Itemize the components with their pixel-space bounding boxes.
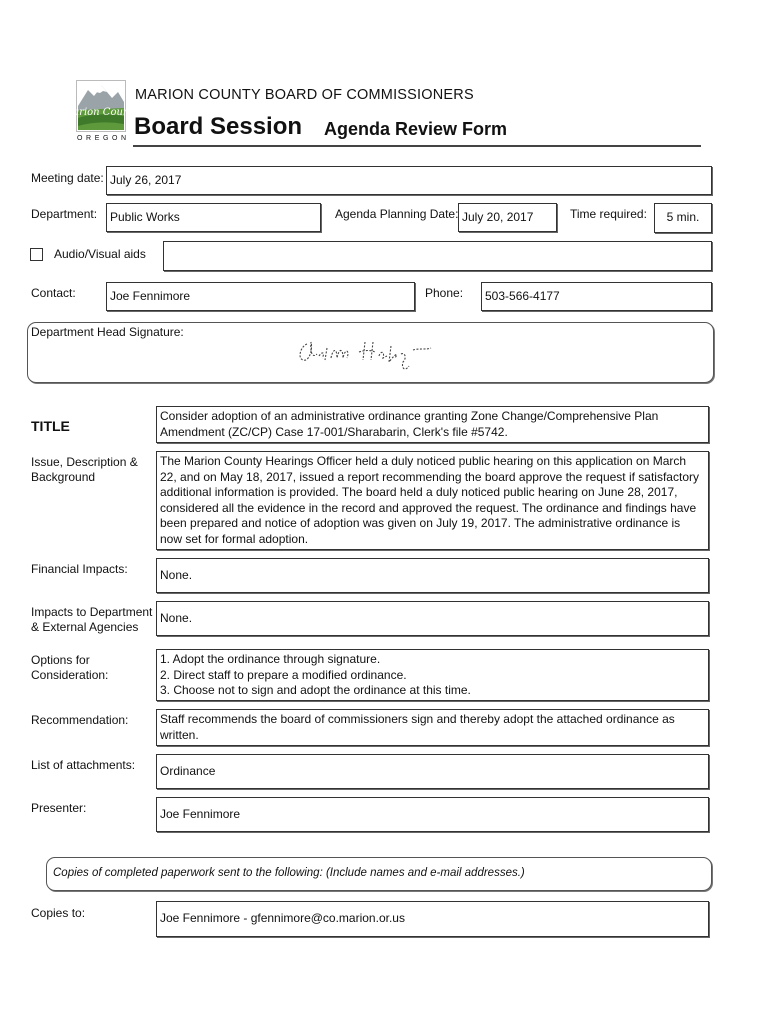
- logo-text: Marion County: [62, 107, 140, 118]
- audio-visual-checkbox[interactable]: [30, 248, 43, 261]
- option-item: 1. Adopt the ordinance through signature.: [160, 652, 381, 666]
- financial-field[interactable]: None.: [156, 558, 709, 593]
- handwritten-signature: [295, 332, 435, 377]
- audio-visual-label: Audio/Visual aids: [54, 247, 146, 261]
- presenter-field[interactable]: Joe Fennimore: [156, 797, 709, 832]
- financial-label: Financial Impacts:: [31, 562, 128, 576]
- copies-note: Copies of completed paperwork sent to the following: (Include names and e-mail addresses.): [53, 867, 525, 879]
- contact-label: Contact:: [31, 286, 76, 300]
- planning-date-field[interactable]: July 20, 2017: [458, 203, 557, 232]
- form-subtitle: Agenda Review Form: [324, 119, 508, 139]
- audio-visual-field[interactable]: [163, 241, 712, 271]
- logo-state-label: OREGON: [77, 135, 130, 142]
- organization-name: MARION COUNTY BOARD OF COMMISSIONERS: [135, 87, 474, 103]
- title-field[interactable]: Consider adoption of an administrative ordinance granting Zone Change/Comprehensive Plan Amendment (ZC/CP) Case 17-001/Sharabarin, Clerk's file #5742.: [156, 406, 709, 443]
- impacts-label: Impacts to Department & External Agencies: [31, 605, 153, 634]
- presenter-label: Presenter:: [31, 801, 87, 815]
- department-label: Department:: [31, 207, 98, 221]
- time-required-field[interactable]: 5 min.: [654, 203, 712, 233]
- signature-label: Department Head Signature:: [31, 325, 184, 339]
- options-field[interactable]: [156, 649, 709, 701]
- issue-label: Issue, Description & Background: [31, 455, 138, 484]
- phone-label: Phone:: [425, 286, 464, 300]
- phone-field[interactable]: 503-566-4177: [481, 282, 712, 311]
- recommendation-field[interactable]: Staff recommends the board of commissioners sign and thereby adopt the attached ordinance as written.: [156, 709, 709, 746]
- meeting-date-label: Meeting date:: [31, 171, 104, 185]
- header-divider: [133, 145, 701, 147]
- title-label: TITLE: [31, 418, 70, 434]
- recommendation-label: Recommendation:: [31, 713, 129, 727]
- option-item: 2. Direct staff to prepare a modified ordinance.: [160, 667, 407, 682]
- impacts-field[interactable]: None.: [156, 601, 709, 636]
- form-title: Board Session: [134, 113, 303, 140]
- contact-field[interactable]: Joe Fennimore: [106, 282, 415, 311]
- department-field[interactable]: Public Works: [106, 203, 321, 232]
- copies-to-label: Copies to:: [31, 906, 86, 920]
- time-required-label: Time required:: [570, 207, 647, 221]
- county-logo: [62, 80, 140, 132]
- attachments-field[interactable]: Ordinance: [156, 754, 709, 789]
- planning-date-label: Agenda Planning Date:: [335, 207, 459, 221]
- meeting-date-field[interactable]: July 26, 2017: [106, 166, 712, 195]
- copies-to-field[interactable]: Joe Fennimore - gfennimore@co.marion.or.us: [156, 901, 709, 937]
- attachments-label: List of attachments:: [31, 758, 136, 772]
- option-item: 3. Choose not to sign and adopt the ordinance at this time.: [160, 683, 471, 697]
- issue-field[interactable]: The Marion County Hearings Officer held a duly noticed public hearing on this application on March 22, and on May 18, 2017, issued a report recommending the board approve the request if satisfactory additional information is provided. The board held a duly noticed public hearing on June 28, 2017, considered all the evidence in the record and approved the request. The ordinance and findings have been prepared and notice of adoption was given on July 19, 2017. The administrative ordinance is now set for formal adoption.: [156, 451, 709, 550]
- options-label: Options for Consideration:: [31, 653, 109, 682]
